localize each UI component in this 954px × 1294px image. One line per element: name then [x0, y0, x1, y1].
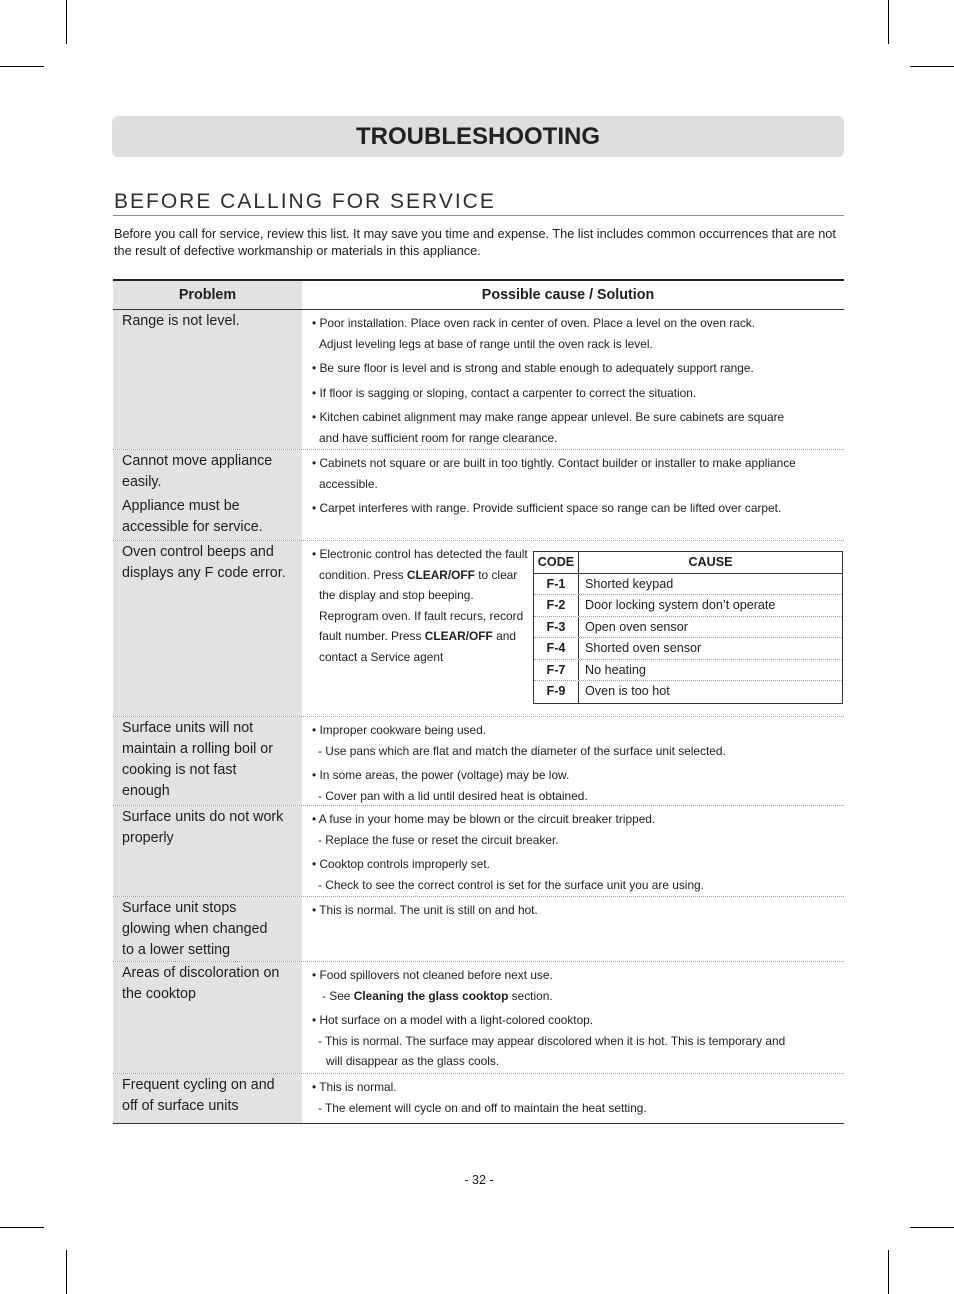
fault-cause: No heating: [585, 662, 646, 677]
problem-line: Range is not level.: [122, 313, 240, 329]
solution-bullet: [312, 407, 844, 448]
solution-line: - This is normal. The surface may appear discolored when it is hot. This is temporary and: [318, 1033, 786, 1048]
problem-text: [122, 1075, 298, 1117]
table-row: [113, 806, 844, 897]
crop-mark-top-right-vertical: [888, 0, 889, 44]
solution-line: • Kitchen cabinet alignment may make range appear unlevel. Be sure cabinets are square: [312, 410, 785, 424]
solution-bullet: [312, 453, 844, 494]
solution-line: Reprogram oven. If fault recurs, record: [319, 608, 524, 623]
solution-bullet: [312, 965, 844, 1006]
solution-line: accessible.: [319, 476, 378, 491]
problem-text: [122, 718, 298, 802]
crop-mark-bottom-right-vertical: [888, 1250, 889, 1294]
solution-line: [312, 565, 533, 586]
solution-line: • Hot surface on a model with a light-colored cooktop.: [312, 1013, 594, 1027]
page-number: - 32 -: [464, 1173, 494, 1187]
problem-line: Appliance must be: [122, 498, 240, 514]
page-title: TROUBLESHOOTING: [356, 123, 600, 150]
problem-line: Areas of discoloration on: [122, 965, 280, 981]
fault-cause: Oven is too hot: [585, 684, 670, 698]
fault-code-table: [533, 551, 843, 704]
crop-mark-bottom-right-horizontal: [910, 1227, 954, 1228]
fault-code-row: [534, 574, 842, 596]
solution-text: to clear: [474, 567, 518, 582]
intro-paragraph: [114, 226, 844, 260]
solution-bullet: [312, 544, 533, 667]
solution-line: contact a Service agent: [319, 649, 444, 664]
table-row: [113, 962, 844, 1074]
intro-line: Before you call for service, review this list. It may save you time and expense. The list includes common occurrences that are not: [114, 227, 836, 241]
solution-bullet: [312, 765, 844, 806]
crop-mark-top-left-vertical: [66, 0, 67, 44]
fault-code: F-3: [534, 617, 579, 638]
solution-line: • Improper cookware being used.: [312, 723, 487, 737]
solution-line: - Cover pan with a lid until desired heat is obtained.: [318, 788, 588, 803]
problem-cell: [113, 806, 302, 896]
solution-text: condition. Press: [319, 567, 407, 582]
solution-cell: [302, 1074, 844, 1123]
problem-line: cooking is not fast: [122, 762, 237, 778]
problem-line: accessible for service.: [122, 519, 263, 535]
solution-line: • Carpet interferes with range. Provide sufficient space so range can be lifted over carpet.: [312, 501, 782, 515]
solution-line: and have sufficient room for range clearance.: [319, 430, 558, 445]
fault-code-header-row: [534, 552, 842, 574]
problem-line: easily.: [122, 474, 162, 490]
solution-cell: [302, 310, 844, 449]
solution-line: the display and stop beeping.: [319, 588, 474, 602]
solution-line: • Cooktop controls improperly set.: [312, 857, 490, 871]
table-header-row: [113, 279, 844, 310]
solution-line: - Use pans which are flat and match the diameter of the surface unit selected.: [318, 743, 726, 758]
solution-bullet: [312, 720, 844, 761]
solution-line: Adjust leveling legs at base of range until the oven rack is level.: [319, 336, 653, 351]
problem-cell: [113, 541, 302, 716]
problem-line: off of surface units: [122, 1098, 239, 1114]
solution-cell: [302, 897, 844, 961]
solution-line: • A fuse in your home may be blown or the circuit breaker tripped.: [312, 812, 656, 826]
solution-text: - See: [322, 988, 354, 1003]
solution-line: • Food spillovers not cleaned before next use.: [312, 968, 553, 982]
fault-cause: Shorted keypad: [585, 576, 674, 591]
solution-bullet: [312, 1010, 844, 1072]
problem-cell: [113, 717, 302, 805]
problem-line: Surface units will not: [122, 720, 254, 736]
problem-cell: [113, 962, 302, 1073]
crop-mark-bottom-left-horizontal: [0, 1227, 44, 1228]
fault-cause: Open oven sensor: [585, 619, 688, 634]
table-row: [113, 1074, 844, 1124]
solution-bullet: [312, 809, 844, 850]
solution-cell: [302, 541, 844, 716]
fault-code-row: [534, 638, 842, 660]
fault-code: F-4: [534, 638, 579, 659]
problem-text: [122, 496, 298, 538]
problem-text: [122, 807, 298, 849]
section-heading-rule: [113, 215, 844, 216]
solution-text: and: [492, 629, 516, 643]
solution-bullet: [312, 1077, 844, 1118]
table-row: [113, 717, 844, 806]
fault-code-row: [534, 660, 842, 682]
problem-line: Surface units do not work: [122, 809, 284, 825]
problem-cell: [113, 897, 302, 961]
troubleshooting-table: [113, 279, 844, 1124]
table-row: [113, 310, 844, 450]
solution-line: will disappear as the glass cools.: [326, 1054, 500, 1068]
solution-line: • In some areas, the power (voltage) may be low.: [312, 768, 570, 782]
solution-line: • If floor is sagging or sloping, contact a carpenter to correct the situation.: [312, 385, 697, 400]
problem-cell: [113, 310, 302, 449]
problem-text: [122, 898, 298, 961]
crop-mark-top-left-horizontal: [0, 66, 44, 67]
solution-bullet: [312, 383, 844, 404]
crop-mark-bottom-left-vertical: [66, 1250, 67, 1294]
problem-text: [122, 451, 298, 493]
solution-line: [312, 986, 844, 1007]
solution-bullet: [312, 900, 844, 921]
solution-cell: [302, 717, 844, 805]
solution-text: fault number. Press: [319, 629, 425, 643]
solution-cell: [302, 962, 844, 1073]
title-band: [112, 116, 844, 157]
intro-line: the result of defective workmanship or materials in this appliance.: [114, 244, 481, 258]
problem-line: the cooktop: [122, 986, 196, 1002]
problem-text: [122, 963, 298, 1005]
solution-line: • Poor installation. Place oven rack in center of oven. Place a level on the oven rack.: [312, 316, 756, 330]
problem-text: [122, 311, 298, 332]
fault-cause-column-header: CAUSE: [688, 555, 733, 569]
solution-bullet: [312, 358, 844, 379]
solution-line: • This is normal. The unit is still on and hot.: [312, 903, 538, 917]
problem-line: Oven control beeps and: [122, 544, 274, 560]
key-name-emphasis: CLEAR/OFF: [424, 629, 493, 643]
fault-code-row: [534, 681, 842, 703]
fault-code: F-9: [534, 681, 579, 703]
solution-bullet: [312, 498, 844, 519]
table-row: [113, 450, 844, 541]
table-row: [113, 897, 844, 962]
problem-cell: [113, 1074, 302, 1123]
solution-line: • This is normal.: [312, 1080, 397, 1094]
problem-line: displays any F code error.: [122, 565, 286, 581]
solution-line: - The element will cycle on and off to maintain the heat setting.: [318, 1100, 647, 1115]
fault-cause: Shorted oven sensor: [585, 641, 702, 655]
solution-line: • Be sure floor is level and is strong and stable enough to adequately support range.: [312, 361, 754, 375]
fault-code-row: [534, 595, 842, 617]
fault-code: F-2: [534, 595, 579, 616]
problem-line: Surface unit stops: [122, 900, 237, 916]
problem-line: maintain a rolling boil or: [122, 741, 273, 757]
fault-code-row: [534, 617, 842, 639]
problem-line: Frequent cycling on and: [122, 1077, 275, 1093]
solution-cell: [302, 806, 844, 896]
problem-text: [122, 542, 298, 584]
problem-line: properly: [122, 830, 174, 846]
solution-line: [312, 626, 533, 647]
section-heading: BEFORE CALLING FOR SERVICE: [114, 190, 496, 213]
table-row: [113, 541, 844, 717]
problem-line: glowing when changed: [122, 921, 268, 937]
problem-line: Cannot move appliance: [122, 453, 273, 469]
problem-line: to a lower setting: [122, 942, 231, 958]
fault-cause: Door locking system don’t operate: [585, 598, 776, 612]
solution-cell: [302, 450, 844, 540]
fault-code-column-header: CODE: [534, 552, 579, 573]
solution-line: - Replace the fuse or reset the circuit breaker.: [318, 832, 559, 847]
fault-code: F-1: [534, 574, 579, 595]
solution-bullet: [312, 313, 844, 354]
solution-line: • Electronic control has detected the fault: [312, 547, 528, 561]
solution-line: - Check to see the correct control is set for the surface unit you are using.: [318, 877, 704, 892]
problem-line: enough: [122, 783, 170, 799]
solution-bullet: [312, 854, 844, 895]
key-name-emphasis: CLEAR/OFF: [406, 567, 475, 582]
problem-cell: [113, 450, 302, 540]
section-reference-emphasis: Cleaning the glass cooktop: [353, 988, 509, 1003]
column-header-problem: Problem: [113, 281, 302, 309]
crop-mark-top-right-horizontal: [910, 66, 954, 67]
fault-code: F-7: [534, 660, 579, 681]
solution-line: • Cabinets not square or are built in too tightly. Contact builder or installer to make appliance: [312, 456, 796, 470]
solution-text: section.: [508, 988, 553, 1003]
column-header-solution: Possible cause / Solution: [481, 287, 655, 303]
